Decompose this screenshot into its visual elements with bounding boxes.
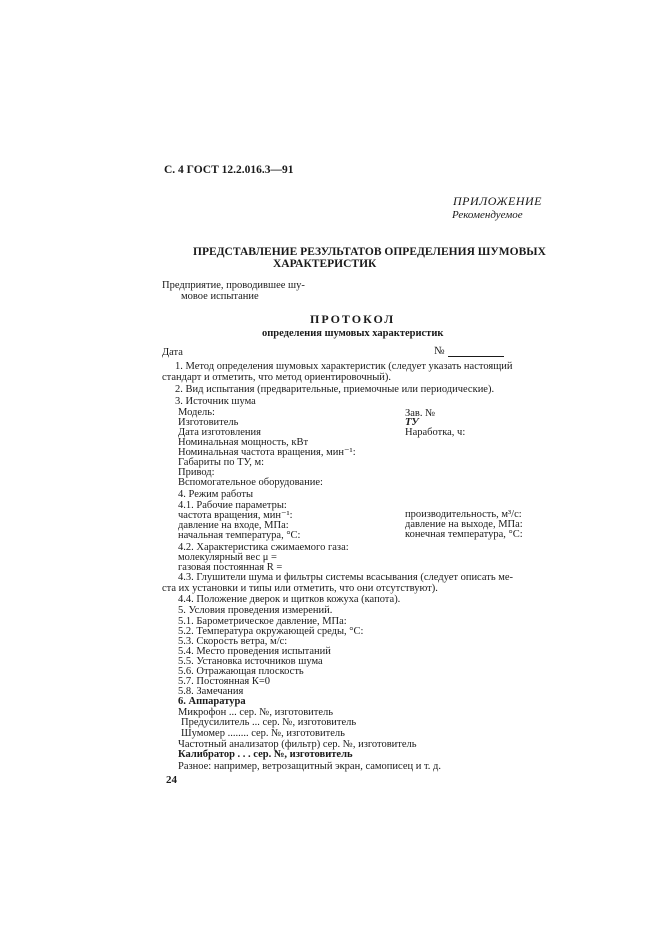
item-method-line-1: 1. Метод определения шумовых характеристик (следует указать настоящий bbox=[175, 361, 513, 372]
main-title-line-1: ПРЕДСТАВЛЕНИЕ РЕЗУЛЬТАТОВ ОПРЕДЕЛЕНИЯ ШУМОВЫХ bbox=[193, 246, 546, 258]
field-tu: ТУ bbox=[405, 417, 419, 428]
field-remarks: 5.8. Замечания bbox=[178, 686, 244, 697]
item-operating-mode: 4. Режим работы bbox=[178, 489, 254, 500]
item-mufflers-line-2: ста их установки и типы или отметить, что они отсутствуют). bbox=[162, 583, 438, 594]
item-test-type: 2. Вид испытания (предварительные, приемочные или периодические). bbox=[175, 384, 495, 395]
field-preamplifier: Предусилитель ... сер. №, изготовитель bbox=[181, 717, 357, 728]
field-serial-number: Зав. № bbox=[405, 408, 436, 419]
protocol-subtitle: определения шумовых характеристик bbox=[262, 328, 444, 339]
appendix-status: Рекомендуемое bbox=[452, 209, 523, 221]
item-gas-characteristics: 4.2. Характеристика сжимаемого газа: bbox=[178, 542, 349, 553]
field-drive: Привод: bbox=[178, 467, 215, 478]
field-ambient-temperature: 5.2. Температура окружающей среды, °С: bbox=[178, 626, 364, 637]
field-dimensions: Габариты по ТУ, м: bbox=[178, 457, 265, 468]
field-operating-time: Наработка, ч: bbox=[405, 427, 466, 438]
number-label: № bbox=[434, 345, 445, 357]
field-constant-k: 5.7. Постоянная К=0 bbox=[178, 676, 270, 687]
main-title-line-2: ХАРАКТЕРИСТИК bbox=[273, 258, 377, 270]
field-calibrator: Калибратор . . . сер. №, изготовитель bbox=[178, 749, 353, 760]
field-manufacture-date: Дата изготовления bbox=[178, 427, 261, 438]
field-inlet-pressure: давление на входе, МПа: bbox=[178, 520, 289, 531]
field-rotation-frequency: частота вращения, мин⁻¹: bbox=[178, 510, 293, 521]
item-operating-params: 4.1. Рабочие параметры: bbox=[178, 500, 287, 511]
page-reference: С. 4 ГОСТ 12.2.016.3—91 bbox=[164, 164, 294, 176]
protocol-title: ПРОТОКОЛ bbox=[310, 312, 396, 326]
item-apparatus: 6. Аппаратура bbox=[178, 696, 246, 707]
date-label: Дата bbox=[162, 347, 183, 358]
field-manufacturer: Изготовитель bbox=[178, 417, 239, 428]
item-noise-source: 3. Источник шума bbox=[175, 396, 256, 407]
appendix-title: ПРИЛОЖЕНИЕ bbox=[453, 194, 542, 208]
field-rated-power: Номинальная мощность, кВт bbox=[178, 437, 309, 448]
field-rated-rotation-speed: Номинальная частота вращения, мин⁻¹: bbox=[178, 447, 356, 458]
page-number: 24 bbox=[166, 774, 177, 786]
enterprise-label-line-1: Предприятие, проводившее шу- bbox=[162, 280, 305, 291]
field-end-temperature: конечная температура, °С: bbox=[405, 529, 523, 540]
field-molecular-weight: молекулярный вес μ = bbox=[178, 552, 277, 563]
item-mufflers-line-1: 4.3. Глушители шума и фильтры системы всасывания (следует описать ме- bbox=[178, 572, 514, 583]
field-barometric-pressure: 5.1. Барометрическое давление, МПа: bbox=[178, 616, 347, 627]
field-capacity: производительность, м³/с: bbox=[405, 509, 522, 520]
field-start-temperature: начальная температура, °С: bbox=[178, 530, 301, 541]
item-method-line-2: стандарт и отметить, что метод ориентировочный). bbox=[162, 372, 392, 383]
field-microphone: Микрофон ... сер. №, изготовитель bbox=[178, 707, 334, 718]
field-miscellaneous: Разное: например, ветрозащитный экран, самописец и т. д. bbox=[178, 761, 441, 772]
item-doors-position: 4.4. Положение дверок и щитков кожуха (капота). bbox=[178, 594, 401, 605]
field-sound-level-meter: Шумомер ........ сер. №, изготовитель bbox=[181, 728, 345, 739]
number-blank-line bbox=[448, 356, 504, 357]
field-wind-speed: 5.3. Скорость ветра, м/с: bbox=[178, 636, 288, 647]
field-gas-constant: газовая постоянная R = bbox=[178, 562, 283, 573]
field-model: Модель: bbox=[178, 407, 215, 418]
enterprise-label-line-2: мовое испытание bbox=[181, 291, 259, 302]
field-reflecting-plane: 5.6. Отражающая плоскость bbox=[178, 666, 304, 677]
field-frequency-analyzer: Частотный анализатор (фильтр) сер. №, изготовитель bbox=[178, 739, 417, 750]
item-measurement-conditions: 5. Условия проведения измерений. bbox=[178, 605, 333, 616]
field-source-installation: 5.5. Установка источников шума bbox=[178, 656, 323, 667]
field-auxiliary-equipment: Вспомогательное оборудование: bbox=[178, 477, 323, 488]
field-test-location: 5.4. Место проведения испытаний bbox=[178, 646, 331, 657]
field-outlet-pressure: давление на выходе, МПа: bbox=[405, 519, 523, 530]
